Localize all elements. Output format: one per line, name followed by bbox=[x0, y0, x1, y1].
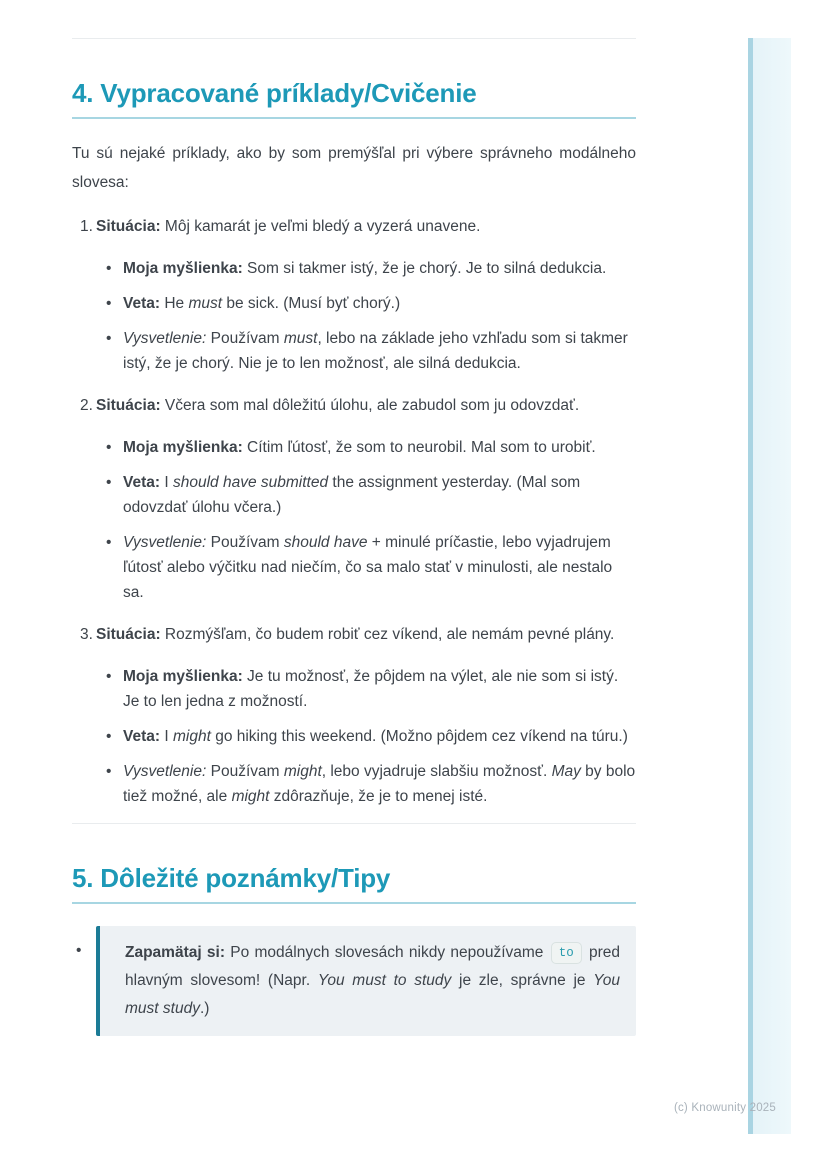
text-segment: Zapamätaj si: bbox=[125, 944, 231, 961]
intro-paragraph: Tu sú nejaké príklady, ako by som premýšľal pri výbere správneho modálneho slovesa: bbox=[72, 145, 636, 191]
list-item-3 bbox=[72, 622, 636, 809]
code-chip: to bbox=[551, 942, 582, 964]
text-segment: , lebo vyjadruje slabšiu možnosť. bbox=[321, 763, 552, 780]
text-segment: might bbox=[283, 763, 322, 780]
bullet-text bbox=[123, 326, 636, 376]
bullet-dot: • bbox=[106, 534, 112, 551]
bullet-item bbox=[106, 664, 636, 714]
text-segment: the assignment yesterday. (Mal som odovzdať úlohu včera.) bbox=[123, 474, 581, 516]
bullet-item bbox=[106, 256, 636, 281]
bullet-text bbox=[123, 530, 636, 605]
item-number: 3. bbox=[80, 626, 93, 643]
bullet-text bbox=[123, 291, 636, 316]
section-4-underline bbox=[72, 117, 636, 119]
bullet-text bbox=[123, 435, 636, 460]
text-segment: Včera som mal dôležitú úlohu, ale zabudol som ju odovzdať. bbox=[164, 397, 580, 414]
text-segment: Používam bbox=[210, 534, 284, 551]
bullet-text bbox=[123, 759, 636, 809]
text-segment: might bbox=[172, 728, 211, 745]
text-segment: Moja myšlienka: bbox=[123, 668, 248, 685]
text-segment: I bbox=[164, 728, 173, 745]
text-segment: must bbox=[188, 295, 223, 312]
text-segment: by bolo tiež možné, ale bbox=[123, 763, 636, 805]
list-item-2 bbox=[72, 393, 636, 605]
tips-list-item bbox=[72, 926, 636, 1036]
text-segment: Cítim ľútosť, že som to neurobil. Mal som to urobiť. bbox=[247, 439, 596, 456]
situation-text bbox=[96, 393, 636, 418]
text-segment: Moja myšlienka: bbox=[123, 439, 248, 456]
text-segment: You must study bbox=[125, 972, 620, 1017]
bullet-item bbox=[106, 530, 636, 605]
bullet-item bbox=[106, 291, 636, 316]
situation-line-3 bbox=[72, 622, 636, 647]
bullet-dot: • bbox=[106, 474, 112, 491]
bullet-dot: • bbox=[76, 942, 82, 959]
text-segment: Situácia: bbox=[96, 218, 165, 235]
footer-credit: (c) Knowunity 2025 bbox=[673, 1102, 776, 1114]
text-segment: Situácia: bbox=[96, 626, 165, 643]
text-segment: Používam bbox=[210, 763, 284, 780]
text-segment: should have submitted bbox=[172, 474, 329, 491]
top-divider bbox=[72, 38, 636, 39]
text-segment: Po modálnych slovesách nikdy nepoužívame bbox=[230, 944, 549, 961]
text-segment: .) bbox=[199, 1000, 210, 1017]
bullet-dot: • bbox=[106, 728, 112, 745]
text-segment: Veta: bbox=[123, 728, 165, 745]
text-segment: should have bbox=[283, 534, 368, 551]
text-segment: He bbox=[164, 295, 189, 312]
document-page bbox=[72, 0, 636, 1036]
situation-text bbox=[96, 622, 636, 647]
bullet-text bbox=[123, 664, 636, 714]
text-segment: + minulé príčastie, lebo vyjadrujem ľútosť alebo výčitku nad niečím, čo sa malo stať v minulosti, ale nestalo sa. bbox=[123, 534, 613, 601]
bullet-item bbox=[106, 435, 636, 460]
bullet-dot: • bbox=[106, 260, 112, 277]
bullet-list bbox=[106, 435, 636, 605]
text-segment: Veta: bbox=[123, 295, 165, 312]
bullet-dot: • bbox=[106, 439, 112, 456]
section-tips bbox=[72, 863, 636, 1036]
text-segment: Je tu možnosť, že pôjdem na výlet, ale nie som si istý. Je to len jedna z možností. bbox=[123, 668, 619, 710]
bullet-text bbox=[123, 470, 636, 520]
situation-text bbox=[96, 214, 636, 239]
bullet-dot: • bbox=[106, 668, 112, 685]
text-segment: You must to study bbox=[317, 972, 452, 989]
situation-line-2 bbox=[72, 393, 636, 418]
text-segment: pred hlavným slovesom! (Napr. bbox=[125, 944, 620, 989]
text-segment: might bbox=[231, 788, 270, 805]
section-5-title: 5. Dôležité poznámky/Tipy bbox=[72, 863, 391, 893]
text-segment: je zle, správne je bbox=[451, 972, 594, 989]
text-segment: be sick. (Musí byť chorý.) bbox=[222, 295, 401, 312]
text-segment: Rozmýšľam, čo budem robiť cez víkend, ale nemám pevné plány. bbox=[164, 626, 615, 643]
bullet-dot: • bbox=[106, 330, 112, 347]
item-number: 2. bbox=[80, 397, 93, 414]
page-edge-strip bbox=[748, 38, 791, 1134]
section-worked-examples bbox=[72, 78, 636, 809]
bullet-item bbox=[106, 724, 636, 749]
section-4-title: 4. Vypracované príklady/Cvičenie bbox=[72, 78, 477, 108]
situation-line-1 bbox=[72, 214, 636, 239]
text-segment: Vysvetlenie: bbox=[123, 763, 211, 780]
text-segment: Situácia: bbox=[96, 397, 165, 414]
text-segment: Používam bbox=[210, 330, 284, 347]
text-segment: Vysvetlenie: bbox=[123, 534, 211, 551]
text-segment: Moja myšlienka: bbox=[123, 260, 248, 277]
text-segment: Veta: bbox=[123, 474, 165, 491]
text-segment: zdôrazňuje, že je to menej isté. bbox=[269, 788, 488, 805]
bullet-text bbox=[123, 256, 636, 281]
bullet-item bbox=[106, 470, 636, 520]
bullet-dot: • bbox=[106, 763, 112, 780]
callout-box bbox=[96, 926, 636, 1036]
text-segment: May bbox=[551, 763, 581, 780]
text-segment: , lebo na základe jeho vzhľadu som si takmer istý, že je chorý. Nie je to len možnosť, ale silná dedukcia. bbox=[123, 330, 628, 372]
bullet-text bbox=[123, 724, 636, 749]
text-segment: Môj kamarát je veľmi bledý a vyzerá unavene. bbox=[164, 218, 481, 235]
bullet-list bbox=[106, 664, 636, 809]
item-number: 1. bbox=[80, 218, 93, 235]
worked-examples-list bbox=[72, 214, 636, 809]
bullet-item bbox=[106, 326, 636, 376]
text-segment: go hiking this weekend. (Možno pôjdem cez víkend na túru.) bbox=[210, 728, 628, 745]
text-segment: Vysvetlenie: bbox=[123, 330, 211, 347]
bullet-dot: • bbox=[106, 295, 112, 312]
callout-text bbox=[125, 944, 620, 1017]
bullet-item bbox=[106, 759, 636, 809]
text-segment: I bbox=[164, 474, 173, 491]
text-segment: Som si takmer istý, že je chorý. Je to silná dedukcia. bbox=[247, 260, 607, 277]
text-segment: must bbox=[283, 330, 318, 347]
section-divider bbox=[72, 823, 636, 824]
bullet-list bbox=[106, 256, 636, 376]
section-5-underline bbox=[72, 902, 636, 904]
list-item-1 bbox=[72, 214, 636, 376]
